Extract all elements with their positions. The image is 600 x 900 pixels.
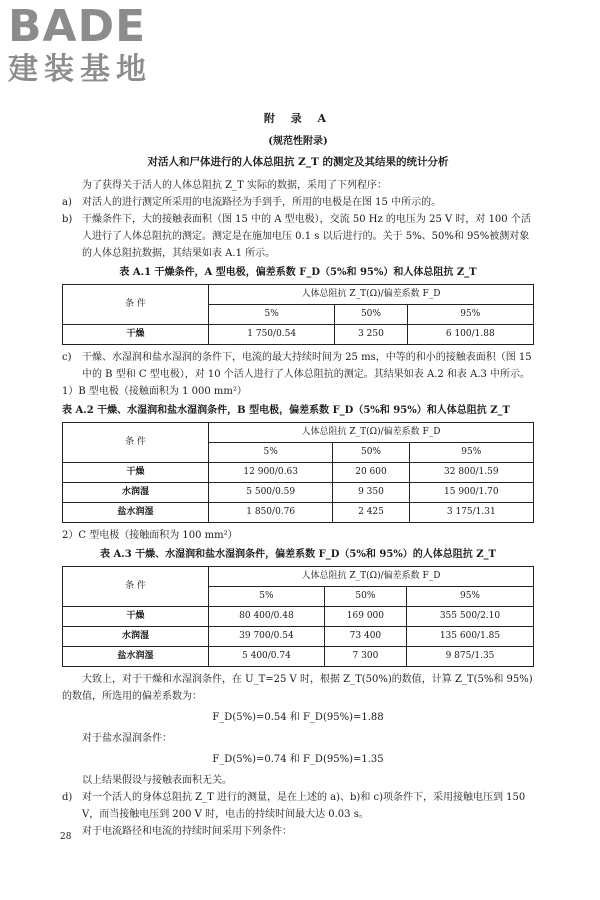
- row-label: 盐水润湿: [63, 647, 209, 667]
- item-c-text: 干燥、水湿润和盐水湿润的条件下，电流的最大持续时间为 25 ms，中等的和小的接触表面积（图 15 中的 B 型和 C 型电极），对 10 个活人进行了人体总阻抗的测定。其结果如表 A.2 和表 A.3 中所示。: [82, 352, 532, 380]
- appendix-title: 对活人和尸体进行的人体总阻抗 Z_T 的测定及其结果的统计分析: [147, 156, 449, 168]
- table-a3-group-header: 人体总阻抗 Z_T(Ω)/偏差系数 F_D: [209, 567, 534, 587]
- table-row: [63, 647, 534, 667]
- table-a2: [62, 422, 534, 523]
- table-cell: 20 600: [333, 463, 409, 483]
- table-a3: [62, 566, 534, 667]
- item-c: [62, 349, 534, 383]
- table-cell: 7 300: [324, 647, 406, 667]
- table-cell: 5 400/0.74: [209, 647, 325, 667]
- table-a3-caption: 表 A.3 干燥、水湿润和盐水湿润条件，偏差系数 F_D（5%和 95%）的人体总阻抗 Z_T: [100, 549, 496, 560]
- table-a3-col-header: 50%: [324, 587, 406, 607]
- table-a2-col-header: 5%: [209, 443, 333, 463]
- table-cell: 6 100/1.88: [407, 325, 533, 345]
- appendix-nature: (规范性附录): [268, 136, 328, 147]
- row-label: 干燥: [63, 607, 209, 627]
- table-a1-col-header: 5%: [209, 305, 335, 325]
- table-cell: 5 500/0.59: [209, 483, 333, 503]
- table-cell: 32 800/1.59: [409, 463, 533, 483]
- logo-latin-text: BADE: [8, 1, 147, 52]
- page-number: 28: [60, 832, 72, 842]
- table-cell: 1 750/0.54: [209, 325, 335, 345]
- table-a2-col-header: 95%: [409, 443, 533, 463]
- table-cell: 169 000: [324, 607, 406, 627]
- item-b-text: 干燥条件下，大的接触表面积（图 15 中的 A 型电极），交流 50 Hz 的电压为 25 V 时，对 100 个活人进行了人体总阻抗的测定。测定是在施加电压 0.1 s 以后进行的。关于 5%、50%和 95%被测对象的人体总阻抗数据，其结果如表 A.1 所示。: [82, 214, 531, 259]
- table-a1-col-header: 95%: [407, 305, 533, 325]
- table-cell: 80 400/0.48: [209, 607, 325, 627]
- table-a2-col-header: 50%: [333, 443, 409, 463]
- table-cell: 73 400: [324, 627, 406, 647]
- item-a: [62, 194, 534, 211]
- item-b: [62, 211, 534, 262]
- item-d-mark: d): [62, 792, 73, 803]
- table-cell: 2 425: [333, 503, 409, 523]
- c-electrode-note: 2）C 型电极（接触面积为 100 mm²）: [62, 530, 238, 541]
- table-row: [63, 463, 534, 483]
- table-row: [63, 607, 534, 627]
- logo: [8, 1, 178, 88]
- row-label: 盐水润湿: [63, 503, 209, 523]
- logo-cjk-text: 建装基地: [8, 52, 152, 87]
- table-a3-corner: 条 件: [63, 567, 209, 607]
- row-label: 干燥: [63, 463, 209, 483]
- last-line: 对于电流路径和电流的持续时间采用下列条件：: [82, 826, 292, 837]
- table-row: [63, 503, 534, 523]
- table-a1-col-header: 50%: [335, 305, 407, 325]
- intro-paragraph: 为了获得关于活人的人体总阻抗 Z_T 实际的数据，采用了下列程序：: [82, 180, 387, 191]
- table-a1-group-header: 人体总阻抗 Z_T(Ω)/偏差系数 F_D: [209, 285, 534, 305]
- item-b-mark: b): [62, 214, 73, 225]
- row-label: 水润湿: [63, 627, 209, 647]
- table-row: [63, 325, 534, 345]
- table-cell: 1 850/0.76: [209, 503, 333, 523]
- table-cell: 3 175/1.31: [409, 503, 533, 523]
- table-cell: 39 700/0.54: [209, 627, 325, 647]
- item-a-text: 对活人的进行测定所采用的电流路径为手到手，所用的电极是在图 15 中所示的。: [82, 197, 442, 208]
- table-cell: 135 600/1.85: [406, 627, 533, 647]
- table-cell: 355 500/2.10: [406, 607, 533, 627]
- table-cell: 9 875/1.35: [406, 647, 533, 667]
- table-a1-caption: 表 A.1 干燥条件，A 型电极，偏差系数 F_D（5%和 95%）和人体总阻抗 Z_T: [119, 267, 477, 278]
- table-cell: 12 900/0.63: [209, 463, 333, 483]
- row-label: 水润湿: [63, 483, 209, 503]
- table-cell: 9 350: [333, 483, 409, 503]
- table-a1: [62, 284, 534, 345]
- formula-dry-wet: F_D(5%)=0.54 和 F_D(95%)=1.88: [212, 712, 384, 723]
- table-a3-col-header: 5%: [209, 587, 325, 607]
- formula-saltwater: F_D(5%)=0.74 和 F_D(95%)=1.35: [212, 754, 384, 765]
- table-a2-caption: 表 A.2 干燥、水湿润和盐水湿润条件，B 型电极，偏差系数 F_D（5%和 95%）和人体总阻抗 Z_T: [62, 405, 510, 416]
- table-a3-col-header: 95%: [406, 587, 533, 607]
- b-electrode-note: 1）B 型电极（接触面积为 1 000 mm²）: [62, 386, 247, 397]
- summary-paragraph: 大致上，对于干燥和水湿润条件，在 U_T=25 V 时，根据 Z_T(50%)的数值，计算 Z_T(5%和 95%)的数值，所选用的偏差系数为：: [62, 674, 533, 702]
- document-page: [62, 100, 534, 840]
- table-a2-corner: 条 件: [63, 423, 209, 463]
- appendix-label: 附 录 A: [263, 112, 333, 125]
- item-a-mark: a): [62, 197, 72, 208]
- table-cell: 3 250: [335, 325, 407, 345]
- table-a2-group-header: 人体总阻抗 Z_T(Ω)/偏差系数 F_D: [209, 423, 534, 443]
- table-cell: 15 900/1.70: [409, 483, 533, 503]
- item-d-text: 对一个活人的身体总阻抗 Z_T 进行的测量，是在上述的 a)、b)和 c)项条件下，采用接触电压到 150 V，而当接触电压到 200 V 时，电击的持续时间最大达 0.03 s。: [82, 792, 526, 820]
- table-row: [63, 627, 534, 647]
- item-d: [62, 789, 534, 823]
- row-label: 干燥: [63, 325, 209, 345]
- item-c-mark: c): [62, 352, 72, 363]
- assumption-note: 以上结果假设与接触表面积无关。: [82, 775, 232, 786]
- table-row: [63, 483, 534, 503]
- saltwater-intro: 对于盐水湿润条件：: [82, 733, 172, 744]
- table-a1-corner: 条 件: [63, 285, 209, 325]
